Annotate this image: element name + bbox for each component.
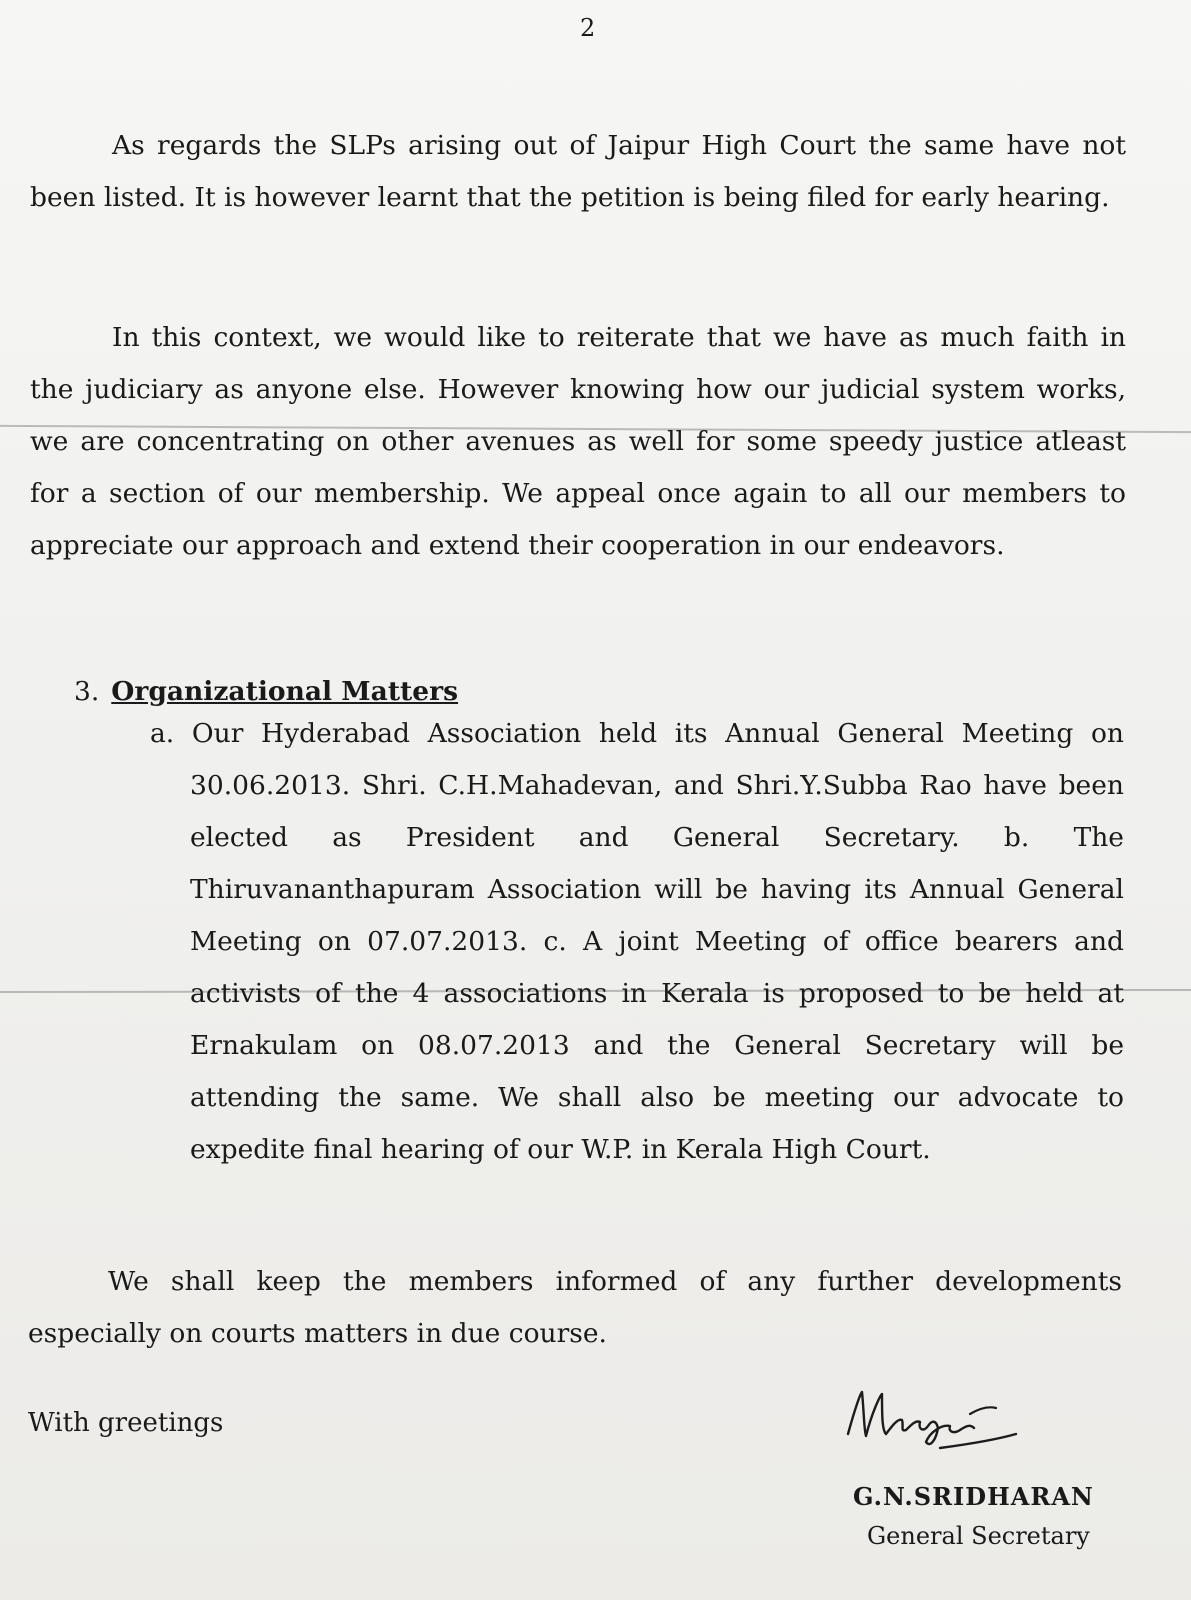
organizational-matters-body: a. Our Hyderabad Association held its Annual General Meeting on 30.06.2013. Shri. C.H.Mahadevan, and Shri.Y.Subba Rao have been elected as President and General Secretary. b. The Thiruvananthapuram Association will be having its Annual General Meeting on 07.07.2013. c. A joint Meeting of office bearers and activists of the 4 associations in Kerala is proposed to be held at Ernakulam on 08.07.2013 and the General Secretary will be attending the same. We shall also be meeting our advocate to expedite final hearing of our W.P. in Kerala High Court. [150,718,1124,1165]
page-number: 2 [580,14,596,42]
paragraph-closing: We shall keep the members informed of any further developments especially on courts matters in due course. [28,1266,1122,1349]
paragraph-judiciary-context: In this context, we would like to reiterate that we have as much faith in the judiciary as anyone else. However knowing how our judicial system works, we are concentrating on other avenues as well for some speedy justice atleast for a section of our membership. We appeal once again to all our members to appreciate our approach and extend their cooperation in our endeavors. [30,322,1126,561]
signatory-title: General Secretary [867,1522,1090,1550]
signatory-name: G.N.SRIDHARAN [853,1482,1094,1511]
greeting: With greetings [28,1408,224,1438]
handwritten-signature [820,1372,1020,1472]
section-number: 3. [74,676,100,707]
section-title: Organizational Matters [111,676,459,707]
paragraph-jaipur-slp: As regards the SLPs arising out of Jaipur High Court the same have not been listed. It is however learnt that the petition is being filed for early hearing. [30,130,1126,213]
